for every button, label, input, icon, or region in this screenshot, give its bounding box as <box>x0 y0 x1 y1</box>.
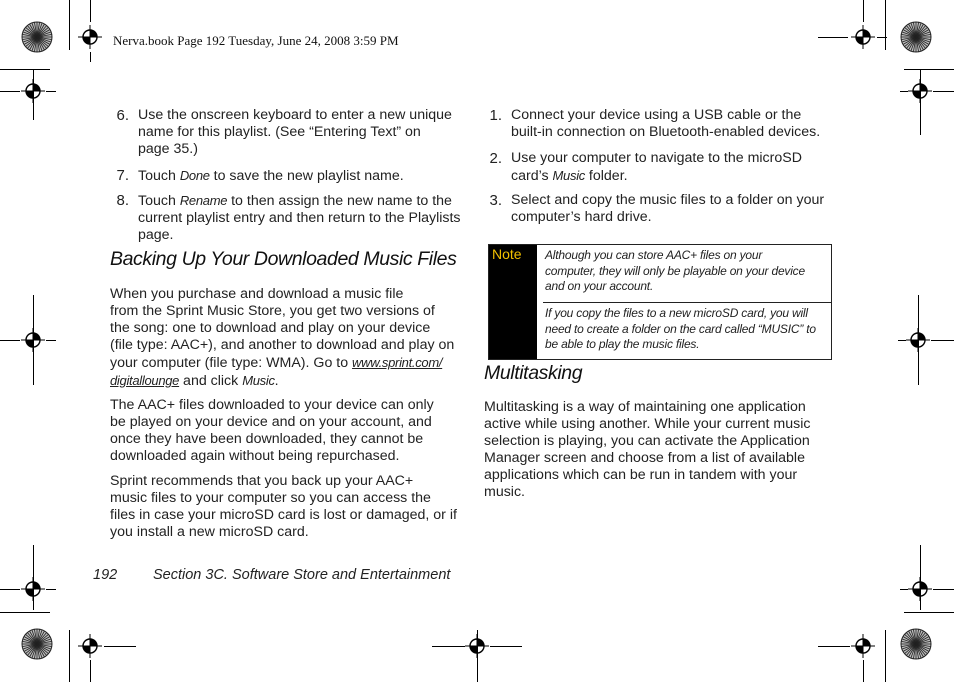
step-text-line: built-in connection on Bluetooth-enabled devices. <box>511 124 821 140</box>
text-line: music files to your computer so you can access the <box>110 490 431 506</box>
ui-term-music: Music <box>552 168 585 183</box>
print-header: Nerva.book Page 192 Tuesday, June 24, 2008 3:59 PM <box>113 33 399 48</box>
crop-line <box>432 646 465 647</box>
crop-line <box>46 340 56 341</box>
step-text-line: page 35.) <box>138 141 198 157</box>
registration-starburst-icon <box>21 628 53 660</box>
step-text-line: Use the onscreen keyboard to enter a new unique <box>138 107 452 123</box>
crop-line <box>69 0 70 50</box>
ui-term-music: Music <box>242 373 275 388</box>
step-number: 6. <box>116 107 129 124</box>
registration-crosshair-icon <box>78 25 102 49</box>
step-1 <box>484 107 844 143</box>
note-line: Although you can store AAC+ files on your <box>545 248 763 262</box>
step-number: 1. <box>489 107 502 124</box>
crop-line <box>46 589 56 590</box>
crop-line <box>33 545 34 610</box>
page-number: 192 <box>93 567 118 583</box>
crop-line <box>877 37 887 38</box>
note-text-2 <box>545 306 829 353</box>
paragraph <box>110 473 470 541</box>
text-line: selection is playing, you can activate the Application <box>484 433 810 449</box>
sprint-link-continued[interactable]: digitallounge <box>110 373 180 388</box>
step-text-line: computer’s hard drive. <box>511 209 652 225</box>
crop-line <box>818 646 850 647</box>
crop-line <box>900 589 908 590</box>
text-line: files in case your microSD card is lost or damaged, or if <box>110 507 457 523</box>
text-line: music. <box>484 484 525 500</box>
crop-line <box>904 69 954 70</box>
step-text: folder. <box>584 168 628 184</box>
text-line: once they have been downloaded, they cannot be <box>110 431 424 447</box>
note-line: and on your account. <box>545 279 654 293</box>
ui-term-done: Done <box>179 168 210 183</box>
text-line: Sprint recommends that you back up your AAC+ <box>110 473 414 489</box>
crop-line <box>920 70 921 135</box>
crop-line <box>0 91 20 92</box>
text-line: the song: one to download and play on your device <box>110 320 431 336</box>
text-line: your computer (file type: WMA). Go to <box>110 355 353 371</box>
crop-line <box>920 545 921 610</box>
note-label: Note <box>492 246 522 262</box>
crop-line <box>90 660 91 682</box>
step-number: 8. <box>116 192 129 209</box>
step-text-line: name for this playlist. (See “Entering Text” on <box>138 124 421 140</box>
step-8 <box>111 192 471 244</box>
crop-line <box>0 612 50 613</box>
crop-line <box>90 52 91 62</box>
crop-line <box>898 340 906 341</box>
step-text: to then assign the new name to the <box>227 193 452 209</box>
paragraph <box>110 286 470 390</box>
crop-line <box>33 70 34 120</box>
ui-term-rename: Rename <box>179 193 228 208</box>
step-7 <box>111 167 471 185</box>
crop-line <box>0 69 50 70</box>
text-line: from the Sprint Music Store, you get two versions of <box>110 303 435 319</box>
step-number: 7. <box>116 167 129 184</box>
crop-line <box>490 646 522 647</box>
step-text-line: Select and copy the music files to a folder on your <box>511 192 825 208</box>
crop-line <box>904 612 954 613</box>
step-text-line: current playlist entry and then return to the Playlists <box>138 210 461 226</box>
crop-line <box>931 340 954 341</box>
crop-line <box>900 91 908 92</box>
text-line: The AAC+ files downloaded to your device can only <box>110 397 434 413</box>
crop-line <box>104 646 136 647</box>
crop-line <box>0 589 20 590</box>
crop-line <box>885 630 886 682</box>
step-3 <box>484 192 844 228</box>
step-text: to save the new playlist name. <box>209 168 404 184</box>
note-line: If you copy the files to a new microSD card, you will <box>545 306 808 320</box>
crop-line <box>477 630 478 682</box>
text-line: Manager screen and choose from a list of available <box>484 450 805 466</box>
section-heading: Multitasking <box>484 362 583 384</box>
crop-line <box>69 630 70 682</box>
step-number: 2. <box>489 150 502 167</box>
step-text-line: Use your computer to navigate to the microSD <box>511 150 802 166</box>
note-box <box>488 244 832 360</box>
section-title: Section 3C. Software Store and Entertainment <box>153 567 451 583</box>
step-text: Touch <box>138 193 180 209</box>
crop-line <box>918 295 919 385</box>
crop-line <box>90 0 91 22</box>
registration-starburst-icon <box>21 21 53 53</box>
text-line: When you purchase and download a music file <box>110 286 404 302</box>
text-line: applications which can be run in tandem with your <box>484 467 798 483</box>
note-text-1 <box>545 248 829 295</box>
registration-starburst-icon <box>900 21 932 53</box>
crop-line <box>933 91 954 92</box>
registration-crosshair-icon <box>851 25 875 49</box>
sprint-link[interactable]: www.sprint.com/ <box>352 355 443 370</box>
text: and click <box>179 373 243 389</box>
registration-starburst-icon <box>900 628 932 660</box>
paragraph <box>110 397 470 465</box>
text-line: be played on your device and on your account, and <box>110 414 432 430</box>
crop-line <box>863 660 864 682</box>
section-heading: Backing Up Your Downloaded Music Files <box>110 248 457 270</box>
step-text-line: page. <box>138 227 174 243</box>
text: . <box>274 373 279 389</box>
note-line: computer, they will only be playable on your device <box>545 263 805 278</box>
step-text: Touch <box>138 168 180 184</box>
crop-line <box>933 589 954 590</box>
step-text-line: Connect your device using a USB cable or the <box>511 107 802 123</box>
registration-crosshair-icon <box>851 634 875 658</box>
crop-line <box>885 0 886 50</box>
text-line: you install a new microSD card. <box>110 524 309 540</box>
note-line: need to create a folder on the card called “MUSIC” to <box>545 321 816 336</box>
step-6 <box>111 107 471 159</box>
note-divider <box>543 302 831 303</box>
note-line: be able to play the music files. <box>545 337 700 351</box>
crop-line <box>818 37 848 38</box>
step-number: 3. <box>489 192 502 209</box>
text-line: Multitasking is a way of maintaining one application <box>484 399 806 415</box>
text-line: downloaded again without being repurchased. <box>110 448 400 464</box>
step-text: card’s <box>511 168 553 184</box>
step-2 <box>484 150 844 186</box>
registration-crosshair-icon <box>78 634 102 658</box>
text-line: active while using another. While your current music <box>484 416 811 432</box>
crop-line <box>863 0 864 22</box>
crop-line <box>33 295 34 385</box>
crop-line <box>0 340 20 341</box>
paragraph <box>484 399 844 501</box>
note-label-column <box>489 245 537 359</box>
crop-line <box>46 91 56 92</box>
text-line: (file type: AAC+), and another to download and play on <box>110 337 455 353</box>
